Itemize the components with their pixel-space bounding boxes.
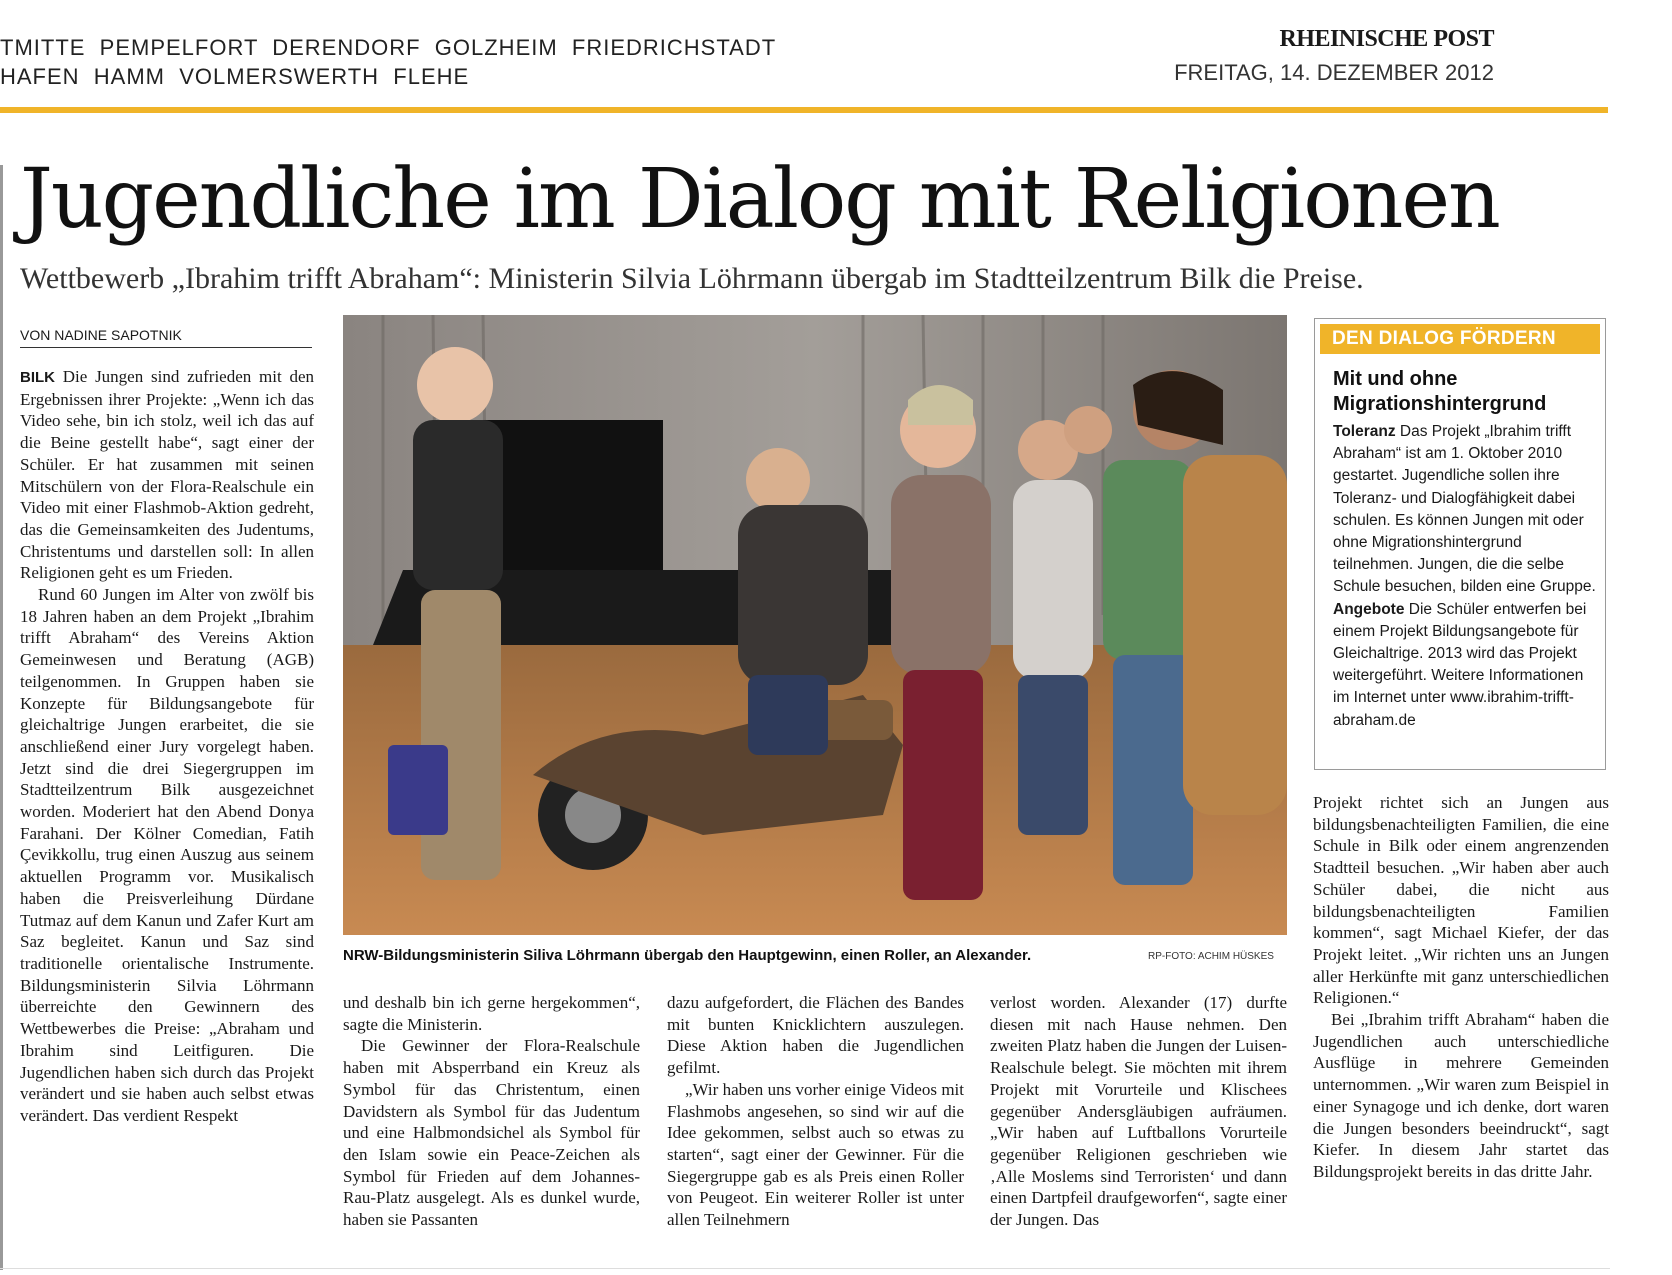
newspaper-name: RHEINISCHE POST [1279, 26, 1494, 52]
header-rule [0, 107, 1608, 113]
paragraph: und deshalb bin ich gerne hergekommen“, sagte die Ministerin. [343, 993, 640, 1034]
article-headline: Jugendliche im Dialog mit Religionen [20, 152, 1499, 247]
byline: VON NADINE SAPOTNIK [20, 327, 312, 348]
issue-date: FREITAG, 14. DEZEMBER 2012 [1174, 60, 1494, 85]
page-bottom-rule [0, 1268, 1610, 1269]
paragraph: dazu aufgefordert, die Flächen des Bandes mit bunten Knicklichtern auszulegen. Diese Aktion haben die Jugendlichen gefilmt. [667, 993, 964, 1078]
info-box-body [1333, 421, 1601, 732]
photo-caption: NRW-Bildungsministerin Siliva Löhrmann übergab den Hauptgewinn, einen Roller, an Alexander. [343, 947, 1032, 964]
article-column-4 [990, 992, 1287, 1231]
paragraph: „Wir haben uns vorher einige Videos mit Flashmobs angesehen, so sind wir auf die Idee gekommen, selbst auch so etwas zu starten“, sagt einer der Gewinner. Für die Siegergruppe gab es als Preis einen Roller von Peugeot. Ein weiterer Roller ist unter allen Teilnehmern [667, 1079, 964, 1230]
article-subheadline: Wettbewerb „Ibrahim trifft Abraham“: Ministerin Silvia Löhrmann übergab im Stadtteilzentrum Bilk die Preise. [20, 262, 1364, 295]
article-left-rule [0, 165, 3, 1270]
paragraph [20, 366, 314, 584]
paragraph: Die Gewinner der Flora-Realschule haben mit Absperrband ein Kreuz als Symbol für das Christentum, einen Davidstern als Symbol für das Judentum und eine Halbmondsichel als Symbol für den Islam sowie ein Peace-Zeichen als Symbol für Frieden auf dem Johannes-Rau-Platz ausgelegt. Als es dunkel wurde, haben sie Passanten [343, 1036, 640, 1230]
district-list [0, 33, 776, 91]
info-text: Die Schüler entwerfen bei einem Projekt Bildungsangebote für Gleichaltrige. 2013 wird das Projekt weitergeführt. Weitere Informationen im Internet unter www.ibrahim-trifft-abraham.de [1333, 600, 1587, 729]
district-line-2: HAFEN HAMM VOLMERSWERTH FLEHE [0, 64, 470, 89]
article-column-5 [1313, 792, 1609, 1183]
photo-illustration [343, 315, 1287, 935]
article-column-3 [667, 992, 964, 1231]
paragraph: Projekt richtet sich an Jungen aus bildungsbenachteiligten Familien, die eine Schule in Bilk oder einem angrenzenden Stadtteil besuchen. „Wir haben aber auch Schüler dabei, die nicht aus bildungsbenachteiligten Familien kommen“, sagt Michael Kiefer, der das Projekt leitet. „Wir richten uns an Jungen aller Herkünfte mit ganz unterschiedlichen Religionen.“ [1313, 793, 1609, 1008]
article-column-1 [20, 366, 314, 1127]
info-lead: Angebote [1333, 600, 1405, 618]
article-photo [343, 315, 1287, 935]
info-box-title: Mit und ohne Migrationshintergrund [1333, 368, 1547, 415]
paragraph-text: Die Jungen sind zufrieden mit den Ergebnissen ihrer Projekte: „Wenn ich das Video sehe, bin ich stolz, weil ich das auf die Beine gestellt habe“, sagt einer der Schüler. Er hat zusammen mit seinen Mitschülern von der Flora-Realschule ein Video mit einer Flashmob-Aktion gedreht, das die Gemeinsamkeiten des Judentums, Christentums und darstellen soll: In allen Religionen geht es um Frieden. [20, 367, 314, 583]
district-line-1: TMITTE PEMPELFORT DERENDORF GOLZHEIM FRIEDRICHSTADT [0, 35, 777, 60]
paragraph: verlost worden. Alexander (17) durfte diesen mit nach Hause nehmen. Den zweiten Platz haben die Jungen der Luisen-Realschule belegt. Sie möchten mit ihrem Projekt mit Vorurteile und Klischees gegenüber Andersgläubigen aufräumen. „Wir haben auf Luftballons Vorurteile gegenüber Religionen geschrieben wie ‚Alle Moslems sind Terroristen‘ und dann einen Dartpfeil draufgeworfen“, sagte einer der Jungen. Das [990, 993, 1287, 1230]
paragraph: Bei „Ibrahim trifft Abraham“ haben die Jugendlichen auch unterschiedliche Ausflüge in mehrere Gemeinden unternommen. „Wir waren zum Beispiel in einer Synagoge und ich denke, dort waren die Jungen besonders beeindruckt“, sagt Kiefer. In diesem Jahr startet das Bildungsprojekt bereits in das dritte Jahr. [1313, 1010, 1609, 1181]
info-box [1314, 318, 1606, 770]
dateline: BILK [20, 369, 55, 386]
info-text: Das Projekt „Ibrahim trifft Abraham“ ist am 1. Oktober 2010 gestartet. Jugendliche sollen ihre Toleranz- und Dialogfähigkeit dabei schulen. Es können Jungen mit oder ohne Migrationshintergrund teilnehmen. Jungen, die die selbe Schule besuchen, bilden eine Gruppe. [1333, 423, 1596, 596]
info-paragraph [1333, 421, 1601, 599]
paragraph: Rund 60 Jungen im Alter von zwölf bis 18 Jahren haben an dem Projekt „Ibrahim trifft Abraham“ des Vereins Aktion Gemeinwesen und Beratung (AGB) teilgenommen. In Gruppen haben sie Konzepte für Bildungsangebote für gleichaltrige Jungen erarbeitet, die sie anschließend einer Jury vorgelegt haben. Jetzt sind die drei Siegergruppen im Stadtteilzentrum Bilk ausgezeichnet worden. Moderiert hat den Abend Donya Farahani. Der Kölner Comedian, Fatih Çevikkollu, trug einen Auszug aus seinem aktuellen Programm vor. Musikalisch haben die Preisverleihung Dürdane Tutmaz auf dem Kanun und Zafer Kurt am Saz begleitet. Kanun und Saz sind traditionelle orientalische Instrumente. Bildungsministerin Silvia Löhrmann überreichte den Gewinnern des Wettbewerbes die Preise: „Abraham und Ibrahim sind Leitfiguren. Die Jugendlichen haben sich durch das Projekt verändert und sie haben auch selbst etwas verändert. Das verdient Respekt [20, 585, 314, 1125]
article-column-2 [343, 992, 640, 1231]
info-box-label: DEN DIALOG FÖRDERN [1320, 324, 1600, 354]
photo-credit: RP-FOTO: ACHIM HÜSKES [1148, 951, 1274, 962]
info-paragraph [1333, 599, 1601, 732]
info-lead: Toleranz [1333, 423, 1396, 440]
